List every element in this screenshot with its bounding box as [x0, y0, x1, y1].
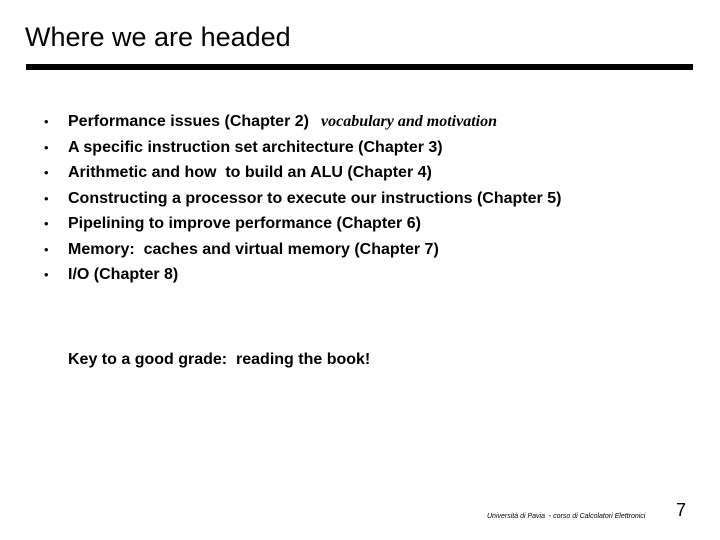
bullet-marker: • — [44, 165, 49, 180]
bullet-text: Arithmetic and how to build an ALU (Chapter 4) — [68, 164, 432, 181]
bullet-text: A specific instruction set architecture (Chapter 3) — [68, 138, 443, 156]
slide-footer: Università di Pavia - corso di Calcolatori Elettronici — [487, 513, 646, 520]
title-divider — [26, 64, 693, 70]
bullet-item — [44, 109, 561, 135]
bullet-item — [44, 211, 561, 237]
bullet-item — [44, 160, 561, 186]
bullet-text: Pipelining to improve performance (Chapter 6) — [68, 215, 421, 232]
bullet-marker: • — [44, 190, 49, 206]
bullet-text: Performance issues (Chapter 2) — [68, 113, 309, 130]
bullet-item — [44, 262, 561, 288]
key-statement: Key to a good grade: reading the book! — [68, 351, 371, 368]
bullet-list — [44, 109, 561, 288]
bullet-marker: • — [44, 267, 49, 282]
bullet-item — [44, 186, 561, 212]
page-number: 7 — [676, 500, 687, 520]
bullet-text: Memory: caches and virtual memory (Chapter 7) — [68, 240, 439, 258]
bullet-marker: • — [44, 216, 49, 231]
bullet-marker: • — [44, 139, 49, 155]
bullet-marker: • — [44, 114, 49, 129]
slide-title: Where we are headed — [25, 22, 291, 52]
bullet-note: vocabulary and motivation — [320, 113, 497, 130]
bullet-item — [44, 237, 561, 263]
bullet-text: Constructing a processor to execute our instructions (Chapter 5) — [68, 189, 562, 207]
bullet-marker: • — [44, 241, 49, 257]
bullet-item — [44, 135, 561, 161]
bullet-text: I/O (Chapter 8) — [68, 266, 179, 283]
